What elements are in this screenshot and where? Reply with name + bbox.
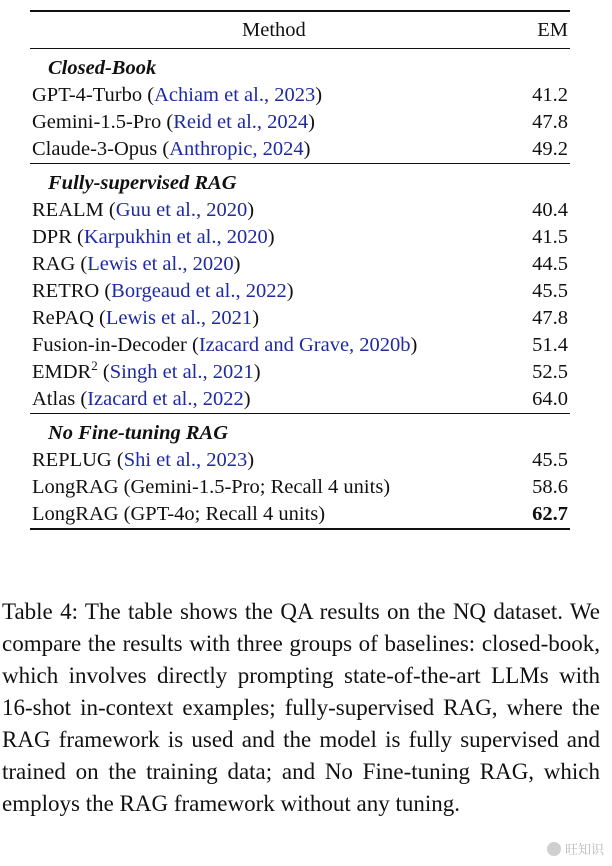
table-row <box>30 197 570 224</box>
table-row <box>30 474 570 501</box>
em-value: 45.5 <box>532 449 568 471</box>
method-cell: GPT-4-Turbo (Achiam et al., 2023) <box>32 84 323 106</box>
group-header-row <box>30 49 570 83</box>
method-cell: REALM (Guu et al., 2020) <box>32 199 255 221</box>
citation-link[interactable]: Borgeaud et al., 2022 <box>111 280 287 302</box>
em-value: 64.0 <box>532 388 568 410</box>
citation-link[interactable]: Anthropic, 2024 <box>169 138 304 160</box>
method-name: LongRAG (GPT-4o; Recall 4 units) <box>32 503 326 525</box>
citation-link[interactable]: Karpukhin et al., 2020 <box>83 226 268 248</box>
table-row <box>30 501 570 529</box>
table-row <box>30 359 570 386</box>
method-cell: Atlas (Izacard et al., 2022) <box>32 388 251 410</box>
citation-link[interactable]: Lewis et al., 2020 <box>87 253 234 275</box>
em-value: 47.8 <box>532 111 568 133</box>
method-superscript: 2 <box>91 358 98 373</box>
method-cell <box>30 501 518 529</box>
table-row <box>30 332 570 359</box>
em-value: 41.5 <box>532 226 568 248</box>
method-cell: Fusion-in-Decoder (Izacard and Grave, 2020b) <box>32 334 418 356</box>
citation-link[interactable]: Reid et al., 2024 <box>173 111 309 133</box>
table-row <box>30 305 570 332</box>
method-header: Method <box>242 19 306 41</box>
method-name: RePAQ <box>32 307 94 329</box>
wechat-icon <box>547 842 561 856</box>
table-row <box>30 251 570 278</box>
citation-link[interactable]: Izacard et al., 2022 <box>87 388 244 410</box>
method-name: Fusion-in-Decoder <box>32 334 187 356</box>
watermark <box>547 839 604 858</box>
method-name: Atlas <box>32 388 76 410</box>
method-name: Gemini-1.5-Pro <box>32 111 162 133</box>
method-cell: DPR (Karpukhin et al., 2020) <box>32 226 275 248</box>
results-table <box>30 10 570 530</box>
method-cell: Gemini-1.5-Pro (Reid et al., 2024) <box>32 111 315 133</box>
method-name: RAG <box>32 253 76 275</box>
method-name: Claude-3-Opus <box>32 138 158 160</box>
table-row <box>30 278 570 305</box>
method-cell: RePAQ (Lewis et al., 2021) <box>32 307 260 329</box>
em-value: 62.7 <box>532 503 568 525</box>
table-row <box>30 447 570 474</box>
method-name: REALM <box>32 199 104 221</box>
group-header-row <box>30 414 570 448</box>
group-header-row <box>30 164 570 198</box>
method-name: RETRO <box>32 280 100 302</box>
em-value: 45.5 <box>532 280 568 302</box>
method-cell <box>30 474 518 501</box>
em-value: 47.8 <box>532 307 568 329</box>
em-value: 58.6 <box>532 476 568 498</box>
citation-link[interactable]: Achiam et al., 2023 <box>154 84 316 106</box>
method-name: GPT-4-Turbo <box>32 84 143 106</box>
em-value: 44.5 <box>532 253 568 275</box>
method-name: DPR <box>32 226 72 248</box>
header-row <box>30 11 570 49</box>
method-cell: REPLUG (Shi et al., 2023) <box>32 449 255 471</box>
results-table-container <box>30 10 570 530</box>
citation-link[interactable]: Izacard and Grave, 2020b <box>198 334 411 356</box>
citation-link[interactable]: Shi et al., 2023 <box>123 449 248 471</box>
watermark-text: 旺知识 <box>564 843 604 858</box>
em-value: 51.4 <box>532 334 568 356</box>
method-cell: RETRO (Borgeaud et al., 2022) <box>32 280 294 302</box>
method-name: LongRAG (Gemini-1.5-Pro; Recall 4 units) <box>32 476 391 498</box>
table-row <box>30 224 570 251</box>
results-body <box>30 49 570 530</box>
group-title: No Fine-tuning RAG <box>48 422 228 444</box>
em-value: 49.2 <box>532 138 568 160</box>
em-header: EM <box>537 19 568 41</box>
em-value: 52.5 <box>532 361 568 383</box>
group-title: Fully-supervised RAG <box>48 172 237 194</box>
table-caption: Table 4: The table shows the QA results on the NQ dataset. We compare the results with three groups of baselines: closed-book, which involves directly prompting state-of-the-art LLMs with 16-shot in-context examples; fully-supervised RAG, where the RAG framework is used and the model is fully supervised and trained on the training data; and No Fine-tuning RAG, which employs the RAG framework without any tuning. <box>2 599 600 816</box>
table-row <box>30 136 570 164</box>
em-value: 41.2 <box>532 84 568 106</box>
group-title: Closed-Book <box>48 57 157 79</box>
table-row <box>30 82 570 109</box>
method-cell: Claude-3-Opus (Anthropic, 2024) <box>32 138 311 160</box>
citation-link[interactable]: Lewis et al., 2021 <box>105 307 253 329</box>
table-row <box>30 386 570 414</box>
citation-link[interactable]: Guu et al., 2020 <box>115 199 248 221</box>
citation-link[interactable]: Singh et al., 2021 <box>109 361 254 383</box>
method-cell: EMDR$^2$ (Singh et al., 2021) <box>32 358 261 383</box>
table-row <box>30 109 570 136</box>
method-cell: RAG (Lewis et al., 2020) <box>32 253 241 275</box>
em-value: 40.4 <box>532 199 568 221</box>
method-name: EMDR <box>32 361 92 383</box>
method-name: REPLUG <box>32 449 112 471</box>
